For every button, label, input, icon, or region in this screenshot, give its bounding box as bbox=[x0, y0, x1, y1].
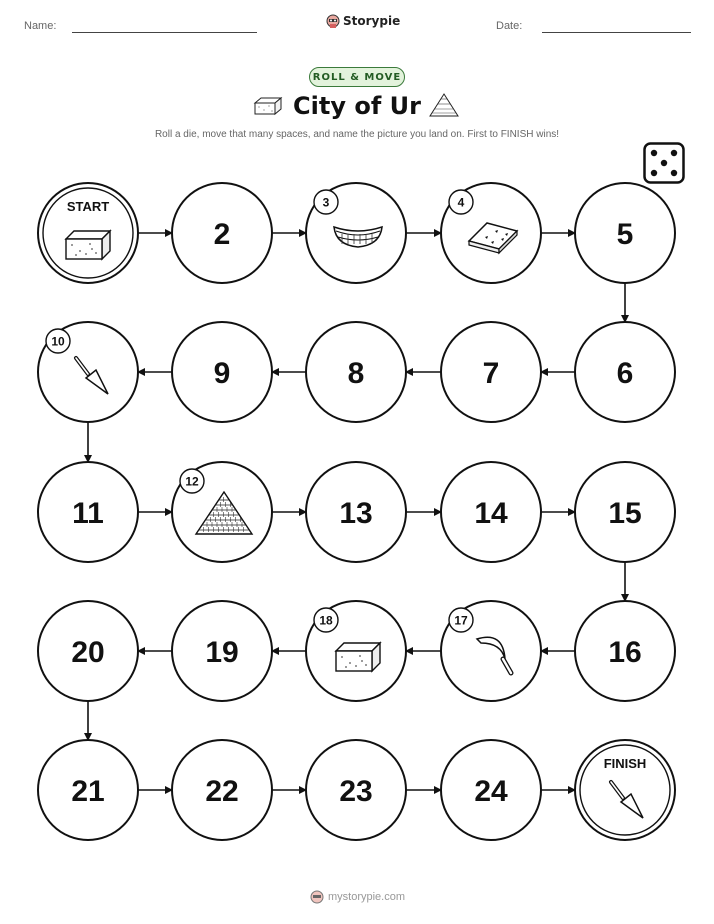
space-number-badge bbox=[314, 608, 338, 632]
space-number: 20 bbox=[71, 636, 105, 669]
instructions: Roll a die, move that many spaces, and name the picture you land on. First to FINISH wins! bbox=[154, 129, 560, 140]
finish-label: FINISH bbox=[603, 756, 647, 771]
board-space bbox=[38, 322, 138, 422]
space-number: 18 bbox=[319, 613, 333, 628]
board-space bbox=[441, 322, 541, 422]
board-space bbox=[441, 462, 541, 562]
space-number: 12 bbox=[185, 474, 199, 489]
space-number: 8 bbox=[347, 357, 365, 390]
board-space bbox=[306, 183, 406, 283]
board-space bbox=[172, 183, 272, 283]
space-number: 10 bbox=[51, 334, 65, 349]
space-number: 19 bbox=[205, 636, 239, 669]
mud-brick-icon bbox=[336, 643, 380, 671]
space-number-badge bbox=[449, 608, 473, 632]
space-number: 9 bbox=[213, 357, 231, 390]
space-number-badge bbox=[314, 190, 338, 214]
space-number-badge bbox=[449, 190, 473, 214]
board-space bbox=[38, 740, 138, 840]
board-space bbox=[172, 322, 272, 422]
mascot-icon bbox=[310, 889, 324, 905]
game-type-badge: ROLL & MOVE bbox=[309, 67, 405, 87]
board-space bbox=[441, 740, 541, 840]
space-number: 23 bbox=[339, 775, 373, 808]
space-number: 13 bbox=[339, 497, 373, 530]
board-space bbox=[172, 740, 272, 840]
board-space bbox=[575, 601, 675, 701]
board-spaces bbox=[38, 183, 675, 840]
board-space bbox=[575, 322, 675, 422]
board-space bbox=[575, 183, 675, 283]
start-label: START bbox=[66, 199, 110, 214]
board-space bbox=[306, 462, 406, 562]
board-space bbox=[38, 601, 138, 701]
board-space bbox=[441, 601, 541, 701]
brand-name: Storypie bbox=[343, 14, 401, 28]
page-title: City of Ur bbox=[293, 92, 421, 120]
space-number: 21 bbox=[71, 775, 105, 808]
space-number: 15 bbox=[608, 497, 642, 530]
space-number-badge bbox=[180, 469, 204, 493]
space-number: 2 bbox=[213, 218, 231, 251]
finish-space bbox=[575, 740, 675, 840]
start-space bbox=[38, 183, 138, 283]
space-number: 6 bbox=[616, 357, 634, 390]
board-space bbox=[306, 601, 406, 701]
board-space bbox=[38, 462, 138, 562]
space-number: 22 bbox=[205, 775, 239, 808]
space-number: 4 bbox=[457, 195, 465, 210]
board-space bbox=[306, 740, 406, 840]
board-space bbox=[172, 601, 272, 701]
space-number: 3 bbox=[322, 195, 330, 210]
date-label: Date: bbox=[496, 20, 523, 32]
board-space bbox=[306, 322, 406, 422]
space-number: 24 bbox=[474, 775, 508, 808]
space-number-badge bbox=[46, 329, 70, 353]
footer-url[interactable]: mystorypie.com bbox=[328, 891, 406, 903]
space-number: 16 bbox=[608, 636, 642, 669]
footer bbox=[310, 889, 405, 905]
space-number: 5 bbox=[616, 218, 634, 251]
board-space bbox=[172, 462, 272, 562]
board-space bbox=[575, 462, 675, 562]
space-number: 17 bbox=[454, 613, 468, 628]
space-number: 14 bbox=[474, 497, 508, 530]
name-label: Name: bbox=[24, 20, 57, 32]
mud-brick-icon bbox=[66, 231, 110, 259]
board-space bbox=[441, 183, 541, 283]
space-number: 11 bbox=[72, 497, 104, 530]
space-number: 7 bbox=[482, 357, 500, 390]
